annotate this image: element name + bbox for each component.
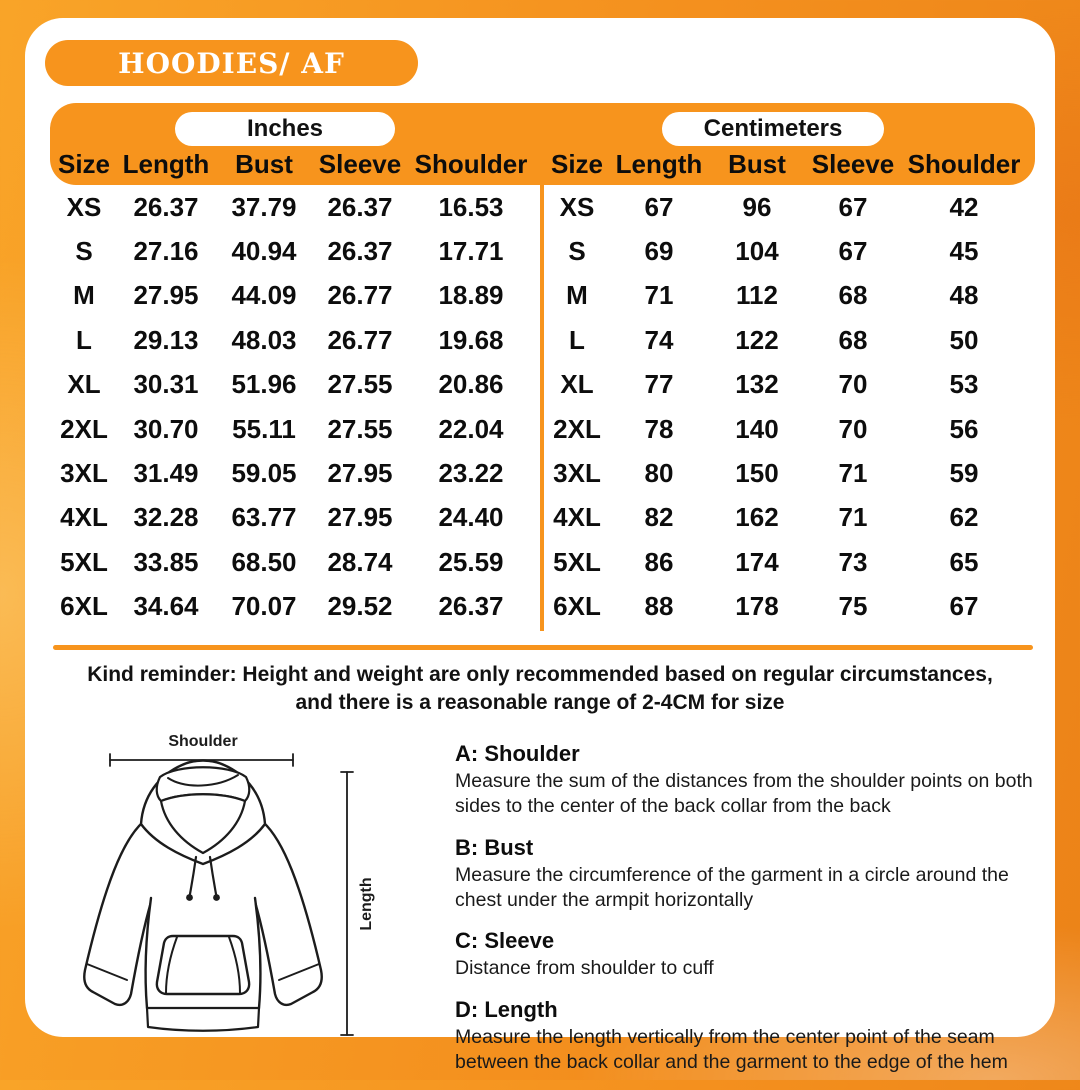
col-header-shoulder: Shoulder — [414, 148, 528, 179]
size-cell: M — [73, 280, 95, 311]
size-chart-card — [25, 18, 1055, 1074]
value-cell: 26.77 — [327, 280, 393, 311]
value-cell: 67 — [838, 191, 868, 222]
value-cell: 67 — [644, 191, 674, 222]
size-cell: L — [569, 324, 585, 355]
value-cell: 55.11 — [232, 413, 296, 444]
col-header-sleeve: Sleeve — [811, 148, 895, 179]
hoodie-hood — [141, 761, 265, 865]
value-cell: 68.50 — [231, 546, 297, 577]
value-cell: 74 — [644, 324, 674, 355]
value-cell: 59 — [949, 458, 979, 489]
value-cell: 42 — [949, 191, 979, 222]
value-cell: 22.04 — [438, 413, 504, 444]
chart-title-badge — [45, 40, 418, 86]
reminder-line-2: and there is a reasonable range of 2-4CM for size — [295, 690, 785, 714]
centimeters-label: Centimeters — [703, 115, 843, 142]
value-cell: 24.40 — [438, 502, 504, 533]
value-cell: 27.55 — [327, 369, 393, 400]
size-cell: XS — [559, 191, 595, 222]
guide-sleeve-heading: C: Sleeve — [455, 928, 555, 954]
value-cell: 27.95 — [327, 458, 393, 489]
value-cell: 45 — [949, 236, 979, 267]
value-cell: 77 — [644, 369, 674, 400]
value-cell: 75 — [838, 591, 868, 622]
value-cell: 63.77 — [231, 502, 297, 533]
size-cell: M — [566, 280, 588, 311]
value-cell: 20.86 — [438, 369, 504, 400]
value-cell: 122 — [735, 324, 779, 355]
hoodie-pocket — [157, 936, 249, 994]
value-cell: 26.77 — [327, 324, 393, 355]
size-cell: 2XL — [553, 413, 601, 444]
size-cell: 2XL — [60, 413, 108, 444]
col-header-length: Length — [122, 148, 210, 179]
inches-table-body — [52, 185, 534, 629]
table-vertical-divider — [540, 183, 544, 631]
value-cell: 48.03 — [231, 324, 297, 355]
length-dim-label: Length — [358, 877, 375, 931]
value-cell: 140 — [735, 413, 779, 444]
size-cell: 6XL — [60, 591, 108, 622]
shoulder-dim-label: Shoulder — [168, 733, 238, 750]
value-cell: 70 — [838, 369, 868, 400]
col-header-length: Length — [615, 148, 703, 179]
value-cell: 26.37 — [133, 191, 199, 222]
value-cell: 26.37 — [438, 591, 504, 622]
measurement-guide — [455, 741, 1040, 1090]
value-cell: 27.16 — [133, 236, 199, 267]
size-cell: 4XL — [60, 502, 108, 533]
value-cell: 27.95 — [133, 280, 199, 311]
guide-length-text: Measure the length vertically from the center point of the seam between the back collar and the garment to the edge of the hem — [455, 1025, 1008, 1074]
value-cell: 62 — [949, 502, 979, 533]
col-header-size: Size — [550, 148, 604, 179]
size-cell: XL — [67, 369, 101, 400]
guide-shoulder-heading: A: Shoulder — [455, 741, 580, 766]
guide-shoulder — [455, 741, 1040, 820]
value-cell: 23.22 — [438, 458, 504, 489]
value-cell: 150 — [735, 458, 779, 489]
value-cell: 71 — [838, 502, 868, 533]
guide-sleeve-text: Distance from shoulder to cuff — [455, 957, 714, 980]
guide-bust-heading: B: Bust — [455, 834, 534, 860]
value-cell: 34.64 — [133, 591, 199, 622]
value-cell: 33.85 — [133, 546, 199, 577]
value-cell: 96 — [742, 191, 772, 222]
value-cell: 59.05 — [231, 458, 297, 489]
cm-table-body — [545, 185, 1027, 629]
size-cell: 5XL — [553, 546, 601, 577]
col-header-bust: Bust — [235, 148, 293, 179]
centimeters-unit-badge — [662, 112, 884, 146]
size-cell: XS — [66, 191, 102, 222]
guide-length-heading: D: Length — [455, 996, 558, 1022]
value-cell: 56 — [949, 413, 979, 444]
value-cell: 53 — [949, 369, 979, 400]
value-cell: 178 — [735, 591, 779, 622]
value-cell: 19.68 — [438, 324, 504, 355]
value-cell: 162 — [735, 502, 779, 533]
value-cell: 28.74 — [327, 546, 393, 577]
value-cell: 88 — [644, 591, 674, 622]
value-cell: 26.37 — [327, 191, 393, 222]
value-cell: 71 — [644, 280, 674, 311]
value-cell: 40.94 — [231, 236, 297, 267]
section-divider-line — [53, 645, 1033, 650]
value-cell: 68 — [838, 280, 868, 311]
value-cell: 31.49 — [133, 458, 199, 489]
value-cell: 27.55 — [327, 413, 393, 444]
value-cell: 37.79 — [231, 191, 297, 222]
value-cell: 30.70 — [133, 413, 199, 444]
value-cell: 104 — [735, 236, 779, 267]
value-cell: 80 — [644, 458, 674, 489]
cm-column-headers — [545, 147, 1027, 181]
size-cell: 6XL — [553, 591, 601, 622]
size-cell: 5XL — [60, 546, 108, 577]
value-cell: 18.89 — [438, 280, 504, 311]
page-title: HOODIES/ AF — [118, 46, 345, 80]
size-cell: S — [568, 236, 586, 267]
kind-reminder-text — [25, 661, 1055, 716]
value-cell: 69 — [644, 236, 674, 267]
value-cell: 51.96 — [231, 369, 297, 400]
value-cell: 29.52 — [327, 591, 393, 622]
size-cell: 3XL — [553, 458, 601, 489]
value-cell: 70.07 — [231, 591, 297, 622]
guide-length — [455, 997, 1040, 1076]
hoodie-diagram — [65, 730, 437, 1048]
inches-label: Inches — [246, 115, 324, 142]
value-cell: 26.37 — [327, 236, 393, 267]
col-header-bust: Bust — [728, 148, 786, 179]
value-cell: 32.28 — [133, 502, 199, 533]
value-cell: 67 — [949, 591, 979, 622]
value-cell: 70 — [838, 413, 868, 444]
size-cell: S — [75, 236, 93, 267]
value-cell: 25.59 — [438, 546, 504, 577]
value-cell: 174 — [735, 546, 779, 577]
value-cell: 132 — [735, 369, 779, 400]
value-cell: 17.71 — [438, 236, 504, 267]
value-cell: 44.09 — [231, 280, 297, 311]
value-cell: 67 — [838, 236, 868, 267]
size-cell: 3XL — [60, 458, 108, 489]
size-cell: XL — [560, 369, 594, 400]
value-cell: 71 — [838, 458, 868, 489]
value-cell: 30.31 — [133, 369, 199, 400]
size-cell: 4XL — [553, 502, 601, 533]
value-cell: 82 — [644, 502, 674, 533]
value-cell: 73 — [838, 546, 868, 577]
value-cell: 86 — [644, 546, 674, 577]
value-cell: 29.13 — [133, 324, 199, 355]
value-cell: 48 — [949, 280, 979, 311]
col-header-sleeve: Sleeve — [318, 148, 402, 179]
value-cell: 27.95 — [327, 502, 393, 533]
value-cell: 68 — [838, 324, 868, 355]
reminder-line-1: Kind reminder: Height and weight are only recommended based on regular circumstances, — [87, 663, 993, 686]
guide-bust — [455, 835, 1040, 914]
guide-bust-text: Measure the circumference of the garment in a circle around the chest under the armpit horizontally — [455, 863, 1009, 912]
size-cell: L — [76, 324, 92, 355]
value-cell: 65 — [949, 546, 979, 577]
value-cell: 50 — [949, 324, 979, 355]
guide-shoulder-text: Measure the sum of the distances from the shoulder points on both sides to the center of the back collar from the back — [455, 770, 1033, 818]
table-header-bar — [50, 103, 1035, 185]
inches-unit-badge — [175, 112, 395, 146]
inches-column-headers — [52, 147, 534, 181]
col-header-shoulder: Shoulder — [907, 148, 1021, 179]
value-cell: 78 — [644, 413, 674, 444]
value-cell: 16.53 — [438, 191, 504, 222]
guide-sleeve — [455, 928, 1040, 981]
length-dim-line — [341, 772, 353, 1035]
value-cell: 112 — [736, 280, 778, 311]
col-header-size: Size — [57, 148, 111, 179]
